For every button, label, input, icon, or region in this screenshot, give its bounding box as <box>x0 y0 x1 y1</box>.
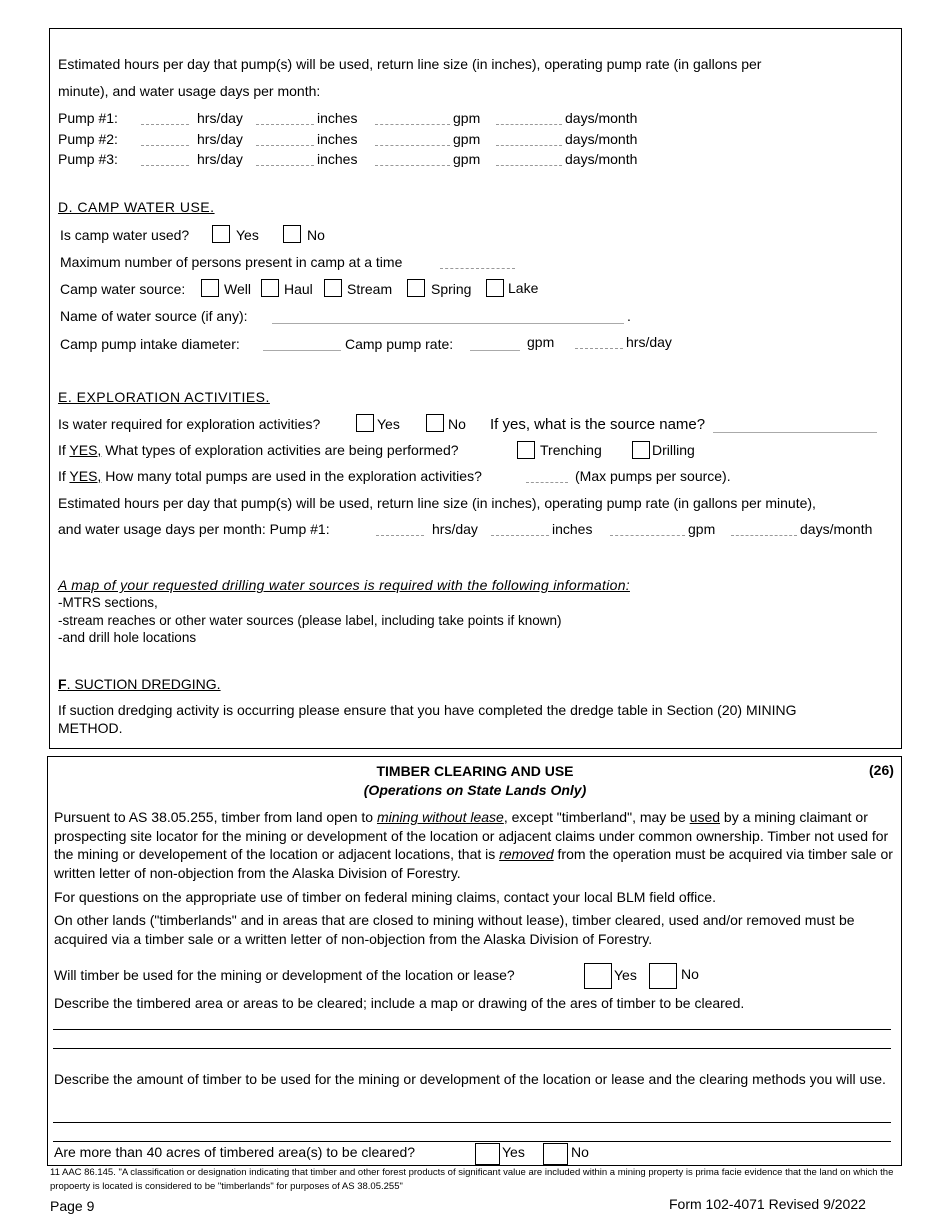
pump-days-field[interactable] <box>496 124 562 125</box>
timber-used-question: Will timber be used for the mining or development of the location or lease? <box>54 967 515 983</box>
days-unit: days/month <box>800 521 873 537</box>
timber-acres-question: Are more than 40 acres of timbered area(s) to be cleared? <box>54 1144 416 1160</box>
max-pumps-note: (Max pumps per source). <box>575 468 731 484</box>
source-haul-checkbox[interactable] <box>261 279 279 297</box>
timber-amount-line-1[interactable] <box>53 1122 891 1123</box>
acres-no-checkbox[interactable] <box>543 1143 568 1165</box>
map-item: -MTRS sections, <box>58 595 158 610</box>
map-item: -stream reaches or other water sources (please label, including take points if known) <box>58 613 562 628</box>
footnote: 11 AAC 86.145. "A classification or designation indicating that timber and other forest products of significant value are included within a mining property is prima facie evidence that the land on which the propoerty is located is considered to be "timberlands" for purposes of AS 38.05.255" <box>50 1167 894 1192</box>
timber-describe-line-2[interactable] <box>53 1048 891 1049</box>
intake-diameter-label: Camp pump intake diameter: <box>60 336 240 352</box>
hrs-unit: hrs/day <box>626 334 672 350</box>
camp-water-question: Is camp water used? <box>60 227 190 243</box>
timber-paragraph-2: For questions on the appropriate use of timber on federal mining claims, contact your local BLM field office. <box>54 889 716 905</box>
max-persons-label: Maximum number of persons present in camp at a time <box>60 254 403 270</box>
pump-gpm-field[interactable] <box>375 124 450 125</box>
water-source-name-label: Name of water source (if any): <box>60 308 248 324</box>
camp-water-yes-checkbox[interactable] <box>212 225 230 243</box>
gpm-unit: gpm <box>688 521 716 537</box>
map-requirement-title: A map of your requested drilling water sources is required with the following information: <box>58 577 630 593</box>
exploration-days-field[interactable] <box>731 535 797 536</box>
source-well-checkbox[interactable] <box>201 279 219 297</box>
source-stream-label: Stream <box>347 281 393 297</box>
section-number: (26) <box>869 762 894 778</box>
exploration-inches-field[interactable] <box>491 535 549 536</box>
gpm-unit: gpm <box>453 151 481 167</box>
section-e-heading: E. EXPLORATION ACTIVITIES. <box>58 389 270 405</box>
trenching-label: Trenching <box>540 442 602 458</box>
camp-source-label: Camp water source: <box>60 281 186 297</box>
section-f-heading: F. SUCTION DREDGING. <box>58 676 221 692</box>
pump-hrs-field[interactable] <box>141 145 189 146</box>
period: . <box>627 308 631 324</box>
exploration-est-line2: and water usage days per month: Pump #1: <box>58 521 330 537</box>
pump-inches-field[interactable] <box>256 165 314 166</box>
hrs-unit: hrs/day <box>197 151 243 167</box>
max-persons-field[interactable] <box>440 268 515 269</box>
hrs-unit: hrs/day <box>432 521 478 537</box>
inches-unit: inches <box>317 110 358 126</box>
source-name-field[interactable] <box>713 432 877 433</box>
no-label: No <box>681 966 699 982</box>
acres-yes-checkbox[interactable] <box>475 1143 500 1165</box>
camp-water-no-checkbox[interactable] <box>283 225 301 243</box>
pump-intro-line1: Estimated hours per day that pump(s) will be used, return line size (in inches), operating pump rate (in gallons per <box>58 56 762 72</box>
pump-days-field[interactable] <box>496 145 562 146</box>
camp-hrs-field[interactable] <box>575 348 623 349</box>
timber-title: TIMBER CLEARING AND USE <box>376 763 574 779</box>
pump-label: Pump #3: <box>58 151 118 167</box>
drilling-checkbox[interactable] <box>632 441 650 459</box>
exploration-no-checkbox[interactable] <box>426 414 444 432</box>
form-number: Form 102-4071 Revised 9/2022 <box>669 1196 866 1212</box>
timber-subtitle: (Operations on State Lands Only) <box>363 782 587 798</box>
total-pumps-field[interactable] <box>526 482 568 483</box>
hrs-unit: hrs/day <box>197 110 243 126</box>
pump-hrs-field[interactable] <box>141 124 189 125</box>
exploration-hrs-field[interactable] <box>376 535 424 536</box>
no-label: No <box>571 1144 589 1160</box>
source-well-label: Well <box>224 281 251 297</box>
pump-inches-field[interactable] <box>256 145 314 146</box>
section-f-text-line2: METHOD. <box>58 720 123 736</box>
timber-describe-question: Describe the timbered area or areas to be cleared; include a map or drawing of the ares of timber to be cleared. <box>54 995 745 1011</box>
hrs-unit: hrs/day <box>197 131 243 147</box>
section-f-text-line1: If suction dredging activity is occurring please ensure that you have completed the dredge table in Section (20) MINING <box>58 702 797 718</box>
exploration-yes-checkbox[interactable] <box>356 414 374 432</box>
no-label: No <box>307 227 325 243</box>
yes-label: Yes <box>614 967 637 983</box>
yes-label: Yes <box>502 1144 525 1160</box>
pump-gpm-field[interactable] <box>375 145 450 146</box>
gpm-unit: gpm <box>527 334 555 350</box>
exploration-est-line1: Estimated hours per day that pump(s) will be used, return line size (in inches), operating pump rate (in gallons per minute), <box>58 495 816 511</box>
pump-gpm-field[interactable] <box>375 165 450 166</box>
section-d-heading: D. CAMP WATER USE. <box>58 199 215 215</box>
pump-inches-field[interactable] <box>256 124 314 125</box>
source-lake-checkbox[interactable] <box>486 279 504 297</box>
timber-amount-line-2[interactable] <box>53 1141 891 1142</box>
camp-pump-rate-label: Camp pump rate: <box>345 336 454 352</box>
source-lake-label: Lake <box>508 280 539 296</box>
timber-used-no-checkbox[interactable] <box>649 963 677 989</box>
gpm-unit: gpm <box>453 110 481 126</box>
days-unit: days/month <box>565 110 638 126</box>
pump-intro-line2: minute), and water usage days per month: <box>58 83 321 99</box>
inches-unit: inches <box>317 151 358 167</box>
source-name-question: If yes, what is the source name? <box>490 416 706 433</box>
exploration-water-question: Is water required for exploration activities? <box>58 416 321 432</box>
intake-diameter-field[interactable] <box>263 350 341 351</box>
trenching-checkbox[interactable] <box>517 441 535 459</box>
timber-amount-question: Describe the amount of timber to be used for the mining or development of the location or lease and the clearing methods you will use. <box>54 1071 886 1087</box>
days-unit: days/month <box>565 131 638 147</box>
timber-paragraph-1: Pursuent to AS 38.05.255, timber from land open to mining without lease, except "timberland", may be used by a mining claimant or prospecting site locator for the mining or development of the location or adjacent claims under common ownership. Timber not used for the mining or developement of the location or adjacent locations, that is removed from the operation must be acquired via timber sale or written letter of non-objection from the Alaska Division of Forestry. <box>54 809 893 881</box>
timber-paragraph-3: On other lands ("timberlands" and in areas that are closed to mining without lease), timber cleared, used and/or removed must be acquired via a timber sale or a written letter of non-objection from the Alaska Division of Forestry. <box>54 912 855 947</box>
drilling-label: Drilling <box>652 442 695 458</box>
exploration-gpm-field[interactable] <box>610 535 685 536</box>
pump-hrs-field[interactable] <box>141 165 189 166</box>
pump-label: Pump #2: <box>58 131 118 147</box>
gpm-unit: gpm <box>453 131 481 147</box>
days-unit: days/month <box>565 151 638 167</box>
no-label: No <box>448 416 466 432</box>
inches-unit: inches <box>552 521 593 537</box>
total-pumps-question: If YES, How many total pumps are used in the exploration activities? <box>58 468 482 484</box>
inches-unit: inches <box>317 131 358 147</box>
page-number: Page 9 <box>50 1198 95 1214</box>
yes-label: Yes <box>236 227 259 243</box>
pump-days-field[interactable] <box>496 165 562 166</box>
source-haul-label: Haul <box>284 281 313 297</box>
map-item: -and drill hole locations <box>58 630 197 645</box>
source-stream-checkbox[interactable] <box>324 279 342 297</box>
water-source-name-field[interactable] <box>272 323 624 324</box>
timber-used-yes-checkbox[interactable] <box>584 963 612 989</box>
timber-describe-line-1[interactable] <box>53 1029 891 1030</box>
camp-pump-rate-field[interactable] <box>470 350 520 351</box>
pump-label: Pump #1: <box>58 110 118 126</box>
source-spring-label: Spring <box>431 281 472 297</box>
yes-label: Yes <box>377 416 400 432</box>
source-spring-checkbox[interactable] <box>407 279 425 297</box>
activity-types-question: If YES, What types of exploration activities are being performed? <box>58 442 459 458</box>
